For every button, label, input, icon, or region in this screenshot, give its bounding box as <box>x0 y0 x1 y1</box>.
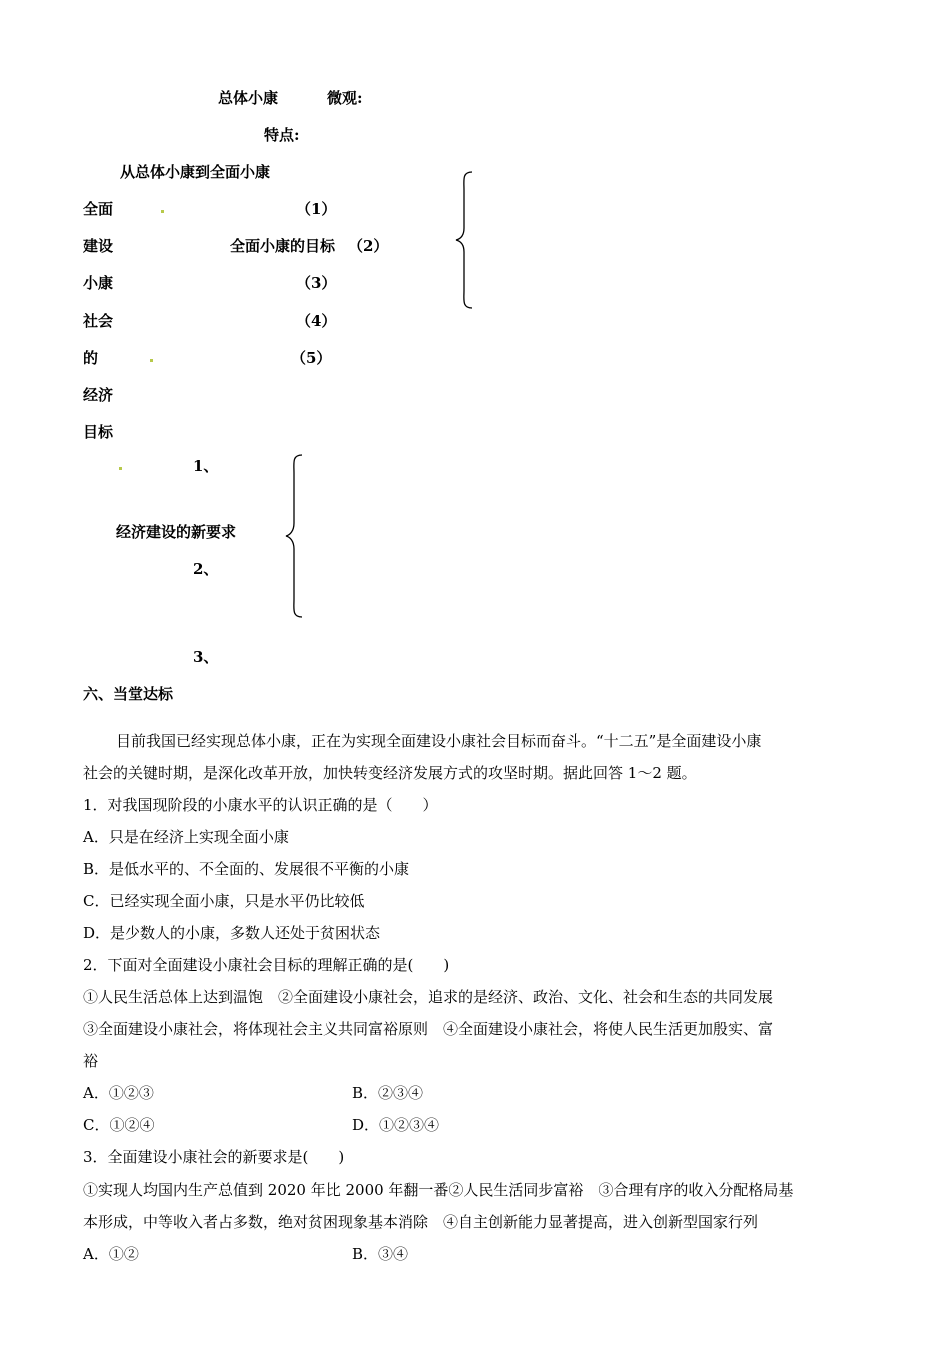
left-column-item: 经济 <box>83 386 114 404</box>
q1-option-b: B．是低水平的、不全面的、发展很不平衡的小康 <box>83 860 410 878</box>
goal-label: 全面小康的目标 <box>230 237 336 255</box>
new-req-item-1: 1、 <box>193 457 219 475</box>
new-req-label: 经济建设的新要求 <box>116 523 237 541</box>
left-column-item: 小康 <box>83 274 114 292</box>
from-to-label: 从总体小康到全面小康 <box>120 163 271 181</box>
goal-item-2: （2） <box>348 237 389 255</box>
q2-option-c: C．①②④ <box>83 1116 155 1134</box>
q2-option-b: B．②③④ <box>352 1084 424 1102</box>
goal-item-1: （1） <box>296 200 337 218</box>
q1-stem: 1．对我国现阶段的小康水平的认识正确的是（ ） <box>83 796 438 814</box>
goal-item-3: （3） <box>296 274 337 292</box>
q3-statements-line-1: ①实现人均国内生产总值到 2020 年比 2000 年翻一番②人民生活同步富裕 ③合理有序的收入分配格局基 <box>83 1181 794 1199</box>
q1-option-d: D．是少数人的小康，多数人还处于贫困状态 <box>83 924 381 942</box>
goals-brace <box>452 170 476 310</box>
section-title: 六、当堂达标 <box>83 685 174 703</box>
left-column-item: 的 <box>83 349 99 367</box>
left-column-item: 全面 <box>83 200 114 218</box>
left-column-item: 目标 <box>83 423 114 441</box>
q2-statements-line-1: ①人民生活总体上达到温饱 ②全面建设小康社会，追求的是经济、政治、文化、社会和生态的共同发展 <box>83 988 774 1006</box>
new-req-item-3: 3、 <box>193 648 219 666</box>
q2-statements-line-3: 裕 <box>83 1052 99 1070</box>
q1-option-a: A．只是在经济上实现全面小康 <box>83 828 289 846</box>
dot-mark <box>119 467 122 470</box>
features-label: 特点: <box>264 126 300 144</box>
q3-statements-line-2: 本形成，中等收入者占多数，绝对贫困现象基本消除 ④自主创新能力显著提高，进入创新型国家行列 <box>83 1213 759 1231</box>
q3-option-a: A．①② <box>83 1245 139 1263</box>
left-column-item: 社会 <box>83 312 114 330</box>
q3-stem: 3．全面建设小康社会的新要求是( ) <box>83 1148 345 1166</box>
q3-option-b: B．③④ <box>352 1245 409 1263</box>
overall-xiaokang-label: 总体小康 <box>218 89 279 107</box>
q1-option-c: C．已经实现全面小康，只是水平仍比较低 <box>83 892 365 910</box>
intro-line-2: 社会的关键时期，是深化改革开放，加快转变经济发展方式的攻坚时期。据此回答 1～2 题。 <box>83 764 697 782</box>
goal-item-4: （4） <box>296 312 337 330</box>
dot-mark <box>161 210 164 213</box>
q2-statements-line-2: ③全面建设小康社会，将体现社会主义共同富裕原则 ④全面建设小康社会，将使人民生活更加殷实、富 <box>83 1020 774 1038</box>
new-req-brace <box>282 453 306 619</box>
q2-option-a: A．①②③ <box>83 1084 154 1102</box>
dot-mark <box>150 359 153 362</box>
micro-label: 微观: <box>327 89 363 107</box>
goal-item-5: （5） <box>291 349 332 367</box>
new-req-item-2: 2、 <box>193 560 219 578</box>
q2-option-d: D．①②③④ <box>352 1116 440 1134</box>
q2-stem: 2．下面对全面建设小康社会目标的理解正确的是( ) <box>83 956 450 974</box>
intro-line-1: 目前我国已经实现总体小康，正在为实现全面建设小康社会目标而奋斗。“十二五”是全面建设小康 <box>116 732 762 750</box>
left-column-item: 建设 <box>83 237 114 255</box>
